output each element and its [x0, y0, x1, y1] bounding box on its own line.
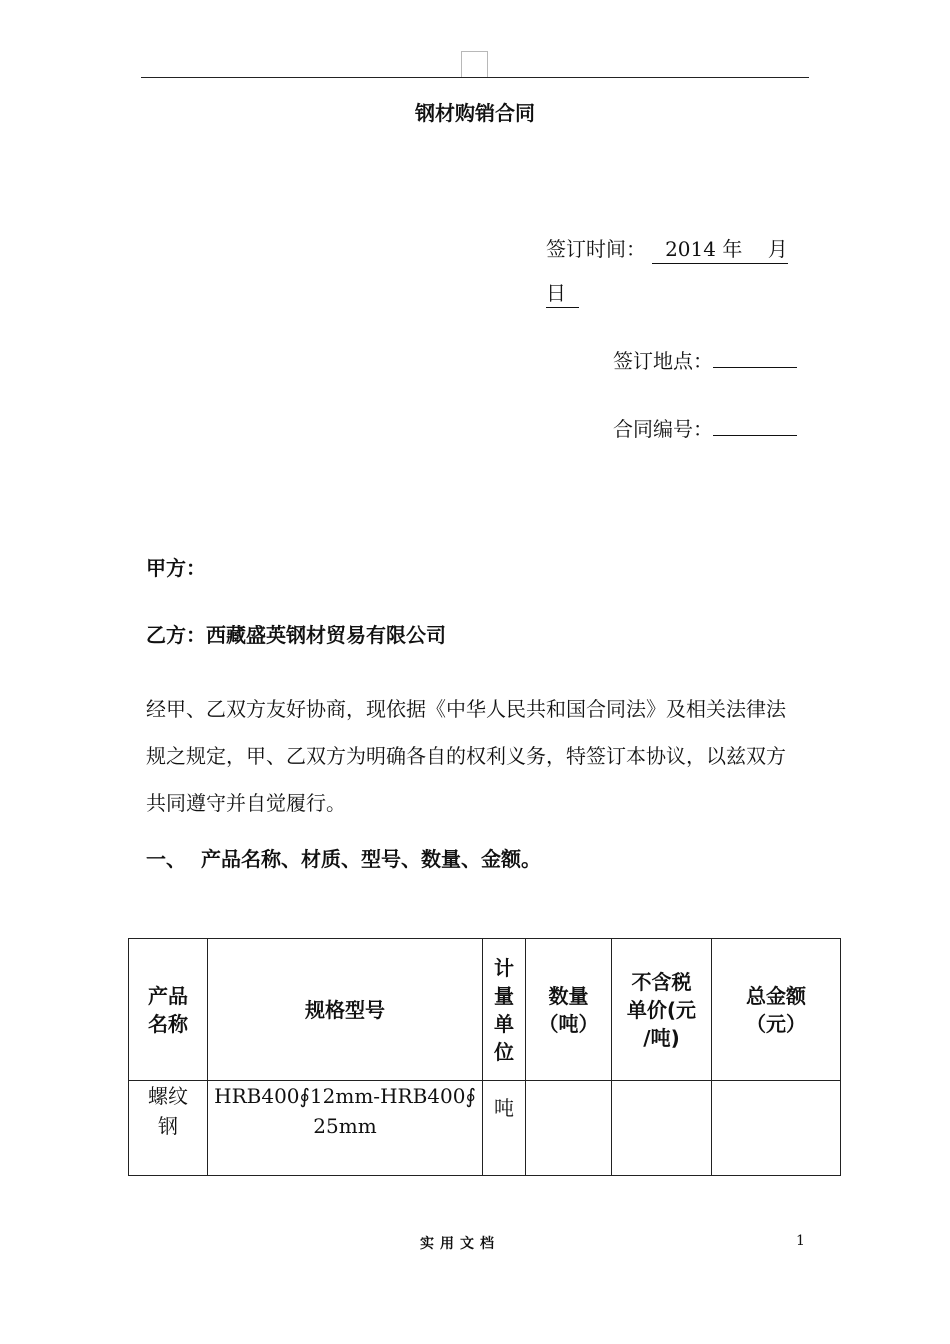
header-text: （吨） [538, 1011, 599, 1036]
party-a: 甲方： [146, 556, 206, 580]
cell-unit-price [612, 1081, 712, 1176]
footer-label: 实用文档 [420, 1236, 500, 1252]
header-total [712, 939, 841, 1081]
header-text: 单 [494, 1011, 514, 1036]
header-text: 数量 [548, 983, 589, 1008]
preamble-line: 共同遵守并自觉履行。 [146, 791, 346, 815]
header-text: 不含税 [631, 969, 692, 994]
header-unit-price [612, 939, 712, 1081]
header-product-name [129, 939, 208, 1081]
sign-place-blank [713, 345, 797, 368]
header-text: /吨) [643, 1025, 680, 1050]
cell-unit [483, 1081, 526, 1176]
header-text: 名称 [148, 1011, 188, 1036]
contract-no-blank [713, 413, 797, 436]
cell-text: 25mm [313, 1114, 377, 1138]
preamble-line: 规之规定，甲、乙双方为明确各自的权利义务，特签订本协议，以兹双方 [146, 744, 786, 768]
cell-text: HRB400∮12mm-HRB400∮ [214, 1084, 476, 1108]
cell-text: 钢 [158, 1114, 178, 1138]
sign-time-month: 月 [767, 237, 788, 261]
sign-time-value [652, 237, 787, 264]
header-quantity [526, 939, 612, 1081]
sign-time-day-text: 日 [546, 281, 566, 305]
table-row [129, 1081, 841, 1176]
header-unit [483, 939, 526, 1081]
cell-product [129, 1081, 208, 1176]
sign-time-year: 2014 年 [665, 237, 743, 261]
contract-no-line [613, 413, 797, 442]
header-box [461, 51, 488, 77]
section-1-title: 产品名称、材质、型号、数量、金额。 [201, 847, 541, 871]
header-text: 单价(元 [626, 997, 697, 1022]
cell-text: 螺纹 [148, 1084, 188, 1108]
header-text: 量 [494, 983, 514, 1008]
header-text: 产品 [148, 983, 188, 1008]
sign-time-day [546, 281, 579, 308]
header-rule [141, 77, 809, 78]
sign-time-line [546, 233, 788, 262]
document-title: 钢材购销合同 [415, 101, 535, 125]
header-text: 规格型号 [305, 997, 385, 1022]
header-text: 位 [494, 1039, 514, 1064]
party-b: 乙方：西藏盛英钢材贸易有限公司 [146, 623, 446, 647]
page-number: 1 [796, 1233, 805, 1249]
sign-time-label: 签订时间： [546, 237, 646, 261]
preamble-line: 经甲、乙双方友好协商，现依据《中华人民共和国合同法》及相关法律法 [146, 697, 786, 721]
sign-place-line [613, 345, 797, 374]
cell-total [712, 1081, 841, 1176]
section-1-heading [146, 843, 541, 872]
header-text: 计 [494, 955, 514, 980]
table-header-row [129, 939, 841, 1081]
preamble-paragraph [146, 686, 864, 827]
sign-time-day-line [546, 277, 579, 306]
header-text: 总金额 [746, 983, 806, 1008]
contract-no-label: 合同编号： [613, 417, 713, 441]
header-spec [208, 939, 483, 1081]
cell-quantity [526, 1081, 612, 1176]
header-text: （元） [746, 1011, 806, 1036]
sign-place-label: 签订地点： [613, 349, 713, 373]
cell-spec [208, 1081, 483, 1176]
cell-text: 吨 [494, 1096, 514, 1120]
section-1-number: 一、 [146, 847, 186, 871]
goods-table [128, 938, 841, 1176]
